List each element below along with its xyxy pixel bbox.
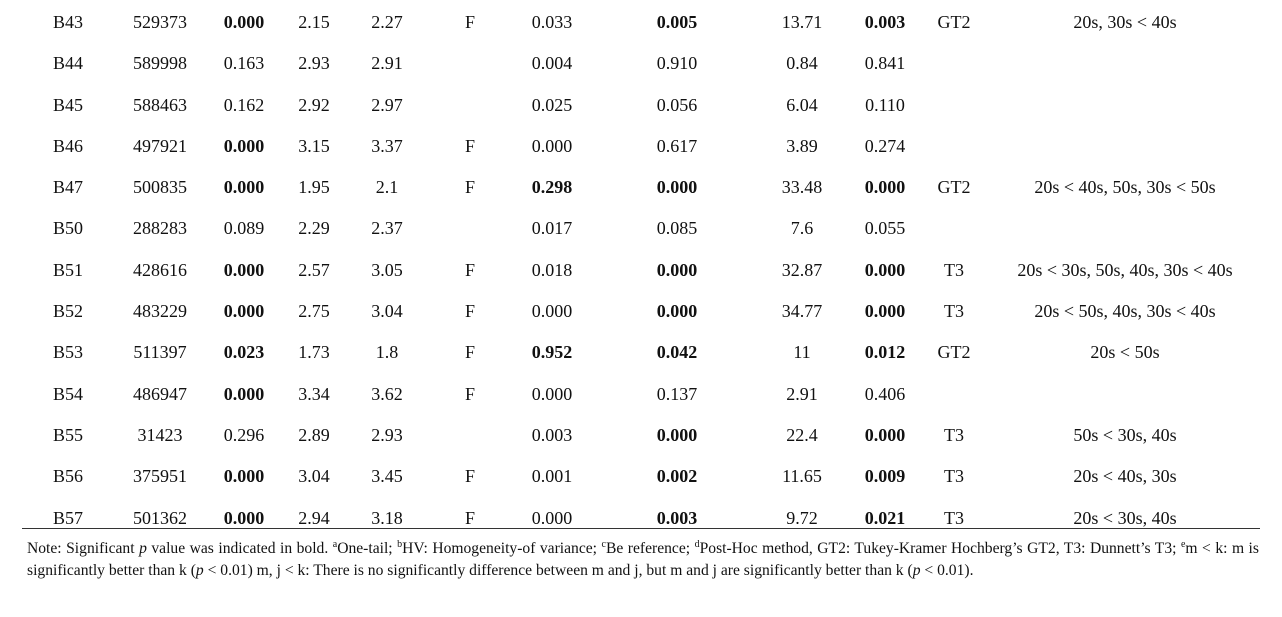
note-text: < 0.01). xyxy=(920,561,974,579)
p-value-cell: 0.296 xyxy=(223,424,265,445)
posthoc-method-cell: T3 xyxy=(944,259,964,280)
f-value-cell: 34.77 xyxy=(781,301,823,322)
item-id-cell: B57 xyxy=(52,507,83,528)
p-value-cell: 0.000 xyxy=(223,301,265,322)
p-value-cell: 0.162 xyxy=(223,94,265,115)
hv-value-cell: 0.018 xyxy=(531,259,573,280)
table-bottom-rule xyxy=(22,528,1260,529)
tail-flag-cell xyxy=(450,83,490,124)
ordering-cell xyxy=(990,124,1260,165)
note-text: HV: Homogeneity-of variance; xyxy=(402,540,602,557)
ordering-cell: 20s < 40s, 50s, 30s < 50s xyxy=(1034,177,1216,198)
hv-value-cell: 0.000 xyxy=(531,383,573,404)
sample-size-cell: 375951 xyxy=(133,466,187,487)
sample-size-cell: 497921 xyxy=(133,135,187,156)
item-id-cell: B47 xyxy=(52,177,83,198)
hv-value-cell: 0.025 xyxy=(531,94,573,115)
tail-flag-cell xyxy=(450,413,490,454)
be-value-cell: 0.617 xyxy=(656,135,698,156)
mean-2-cell: 2.27 xyxy=(371,12,403,32)
table-row xyxy=(22,454,1260,495)
posthoc-method-cell: GT2 xyxy=(937,12,971,32)
item-id-cell: B56 xyxy=(52,466,83,487)
note-p-italic: p xyxy=(195,561,204,579)
posthoc-method-cell xyxy=(922,124,986,165)
p-value-cell: 0.163 xyxy=(223,53,265,74)
f-value-cell: 33.48 xyxy=(781,177,823,198)
p-value-cell: 0.023 xyxy=(223,342,265,363)
table-row xyxy=(22,372,1260,413)
p-f-value-cell: 0.274 xyxy=(864,135,906,156)
posthoc-method-cell xyxy=(922,206,986,247)
note-superscript: b xyxy=(397,538,403,550)
table-row xyxy=(22,83,1260,124)
note-superscript: e xyxy=(1180,538,1186,550)
p-f-value-cell: 0.110 xyxy=(865,94,905,115)
mean-1-cell: 1.95 xyxy=(298,177,330,198)
table-row xyxy=(22,413,1260,454)
f-value-cell: 13.71 xyxy=(781,12,823,32)
posthoc-method-cell xyxy=(922,83,986,124)
item-id-cell: B44 xyxy=(52,53,83,74)
item-id-cell: B46 xyxy=(52,135,83,156)
mean-1-cell: 2.94 xyxy=(298,507,330,528)
posthoc-method-cell: T3 xyxy=(944,424,964,445)
mean-2-cell: 3.62 xyxy=(371,383,403,404)
sample-size-cell: 589998 xyxy=(133,53,187,74)
item-id-cell: B52 xyxy=(52,301,83,322)
results-table xyxy=(22,0,1260,537)
p-f-value-cell: 0.003 xyxy=(864,12,906,32)
sample-size-cell: 483229 xyxy=(133,301,187,322)
item-id-cell: B43 xyxy=(52,12,83,32)
hv-value-cell: 0.000 xyxy=(531,507,573,528)
item-id-cell: B51 xyxy=(52,259,83,280)
mean-2-cell: 1.8 xyxy=(375,342,399,363)
table-row xyxy=(22,0,1260,41)
be-value-cell: 0.056 xyxy=(656,94,698,115)
ordering-cell: 20s < 50s xyxy=(1090,342,1160,363)
table-row xyxy=(22,248,1260,289)
hv-value-cell: 0.017 xyxy=(531,218,573,239)
note-text: Be reference; xyxy=(605,540,695,557)
be-value-cell: 0.000 xyxy=(656,301,698,322)
f-value-cell: 22.4 xyxy=(786,424,818,445)
note-superscript: c xyxy=(601,538,606,550)
hv-value-cell: 0.004 xyxy=(531,53,573,74)
mean-2-cell: 2.97 xyxy=(371,94,403,115)
note-text: value was indicated in bold. xyxy=(146,540,333,557)
posthoc-method-cell: GT2 xyxy=(937,177,971,198)
mean-1-cell: 2.15 xyxy=(298,12,330,32)
mean-2-cell: 3.05 xyxy=(371,259,403,280)
mean-1-cell: 1.73 xyxy=(298,342,330,363)
tail-flag-cell: F xyxy=(464,507,475,528)
ordering-cell: 20s < 50s, 40s, 30s < 40s xyxy=(1034,301,1216,322)
item-id-cell: B45 xyxy=(52,94,83,115)
table-footnote xyxy=(27,538,1259,581)
note-text: One-tail; xyxy=(337,540,398,557)
tail-flag-cell: F xyxy=(464,342,475,363)
hv-value-cell: 0.952 xyxy=(531,342,573,363)
posthoc-method-cell: T3 xyxy=(944,507,964,528)
note-p-italic: p xyxy=(912,561,921,579)
hv-value-cell: 0.000 xyxy=(531,135,573,156)
p-value-cell: 0.000 xyxy=(223,135,265,156)
mean-2-cell: 2.93 xyxy=(371,424,403,445)
item-id-cell: B53 xyxy=(52,342,83,363)
be-value-cell: 0.042 xyxy=(656,342,698,363)
f-value-cell: 32.87 xyxy=(781,259,823,280)
mean-1-cell: 3.04 xyxy=(298,466,330,487)
p-value-cell: 0.000 xyxy=(223,383,265,404)
tail-flag-cell: F xyxy=(464,383,475,404)
mean-2-cell: 2.91 xyxy=(371,53,403,74)
be-value-cell: 0.002 xyxy=(656,466,698,487)
hv-value-cell: 0.298 xyxy=(531,177,573,198)
mean-2-cell: 3.45 xyxy=(371,466,403,487)
sample-size-cell: 511397 xyxy=(133,342,187,363)
ordering-cell: 20s < 30s, 40s xyxy=(1073,507,1177,528)
note-superscript: d xyxy=(694,538,700,550)
p-f-value-cell: 0.000 xyxy=(864,259,906,280)
sample-size-cell: 529373 xyxy=(133,12,187,32)
table-row xyxy=(22,289,1260,330)
table-row xyxy=(22,206,1260,247)
tail-flag-cell: F xyxy=(464,301,475,322)
posthoc-method-cell xyxy=(922,372,986,413)
note-text: Note: Significant xyxy=(27,540,140,557)
f-value-cell: 0.84 xyxy=(786,53,818,74)
mean-2-cell: 2.37 xyxy=(371,218,403,239)
mean-1-cell: 2.75 xyxy=(298,301,330,322)
sample-size-cell: 31423 xyxy=(137,424,183,445)
table-row xyxy=(22,496,1260,537)
note-text: Post-Hoc method, GT2: Tukey-Kramer Hochberg’s GT2, T3: Dunnett’s T3; xyxy=(699,540,1181,557)
posthoc-method-cell: T3 xyxy=(944,466,964,487)
f-value-cell: 9.72 xyxy=(786,507,818,528)
sample-size-cell: 486947 xyxy=(133,383,187,404)
mean-2-cell: 3.37 xyxy=(371,135,403,156)
p-f-value-cell: 0.000 xyxy=(864,177,906,198)
tail-flag-cell: F xyxy=(464,12,475,32)
mean-1-cell: 2.92 xyxy=(298,94,330,115)
mean-1-cell: 3.34 xyxy=(298,383,330,404)
hv-value-cell: 0.001 xyxy=(531,466,573,487)
table-row xyxy=(22,165,1260,206)
mean-1-cell: 2.89 xyxy=(298,424,330,445)
be-value-cell: 0.137 xyxy=(656,383,698,404)
p-value-cell: 0.000 xyxy=(223,177,265,198)
note-superscript: a xyxy=(332,538,338,550)
p-f-value-cell: 0.009 xyxy=(864,466,906,487)
mean-2-cell: 2.1 xyxy=(375,177,399,198)
p-f-value-cell: 0.000 xyxy=(864,424,906,445)
item-id-cell: B55 xyxy=(52,424,83,445)
be-value-cell: 0.000 xyxy=(656,177,698,198)
table-row xyxy=(22,330,1260,371)
sample-size-cell: 288283 xyxy=(133,218,187,239)
hv-value-cell: 0.000 xyxy=(531,301,573,322)
ordering-cell: 50s < 30s, 40s xyxy=(1073,424,1177,445)
p-value-cell: 0.000 xyxy=(223,466,265,487)
tail-flag-cell xyxy=(450,41,490,82)
be-value-cell: 0.000 xyxy=(656,424,698,445)
p-f-value-cell: 0.841 xyxy=(864,53,906,74)
p-f-value-cell: 0.055 xyxy=(864,218,906,239)
hv-value-cell: 0.003 xyxy=(531,424,573,445)
p-f-value-cell: 0.012 xyxy=(864,342,906,363)
sample-size-cell: 428616 xyxy=(133,259,187,280)
ordering-cell xyxy=(990,83,1260,124)
p-value-cell: 0.000 xyxy=(223,259,265,280)
ordering-cell: 20s, 30s < 40s xyxy=(1073,12,1177,32)
p-value-cell: 0.000 xyxy=(223,507,265,528)
sample-size-cell: 501362 xyxy=(133,507,187,528)
f-value-cell: 3.89 xyxy=(786,135,818,156)
be-value-cell: 0.003 xyxy=(656,507,698,528)
mean-1-cell: 3.15 xyxy=(298,135,330,156)
ordering-cell: 20s < 40s, 30s xyxy=(1073,466,1177,487)
tail-flag-cell: F xyxy=(464,466,475,487)
f-value-cell: 6.04 xyxy=(786,94,818,115)
posthoc-method-cell xyxy=(922,41,986,82)
p-value-cell: 0.000 xyxy=(223,12,265,32)
hv-value-cell: 0.033 xyxy=(531,12,573,32)
tail-flag-cell: F xyxy=(464,177,475,198)
note-text: < 0.01) m, j < k: There is no significantly difference between m and j, but m and j are significantly better than k ( xyxy=(203,561,913,579)
mean-2-cell: 3.04 xyxy=(371,301,403,322)
be-value-cell: 0.005 xyxy=(656,12,698,32)
f-value-cell: 7.6 xyxy=(790,218,814,239)
be-value-cell: 0.000 xyxy=(656,259,698,280)
p-f-value-cell: 0.000 xyxy=(864,301,906,322)
f-value-cell: 11 xyxy=(793,342,811,363)
posthoc-method-cell: GT2 xyxy=(937,342,971,363)
note-p-italic: p xyxy=(139,540,147,557)
mean-1-cell: 2.57 xyxy=(298,259,330,280)
sample-size-cell: 500835 xyxy=(133,177,187,198)
ordering-cell: 20s < 30s, 50s, 40s, 30s < 40s xyxy=(1017,259,1233,280)
mean-2-cell: 3.18 xyxy=(371,507,403,528)
sample-size-cell: 588463 xyxy=(133,94,187,115)
be-value-cell: 0.910 xyxy=(656,53,698,74)
table-row xyxy=(22,124,1260,165)
ordering-cell xyxy=(990,41,1260,82)
be-value-cell: 0.085 xyxy=(656,218,698,239)
note-text: m < k: m is significantly better than k ( xyxy=(27,540,1259,579)
ordering-cell xyxy=(990,372,1260,413)
tail-flag-cell: F xyxy=(464,135,475,156)
p-f-value-cell: 0.406 xyxy=(864,383,906,404)
ordering-cell xyxy=(990,206,1260,247)
mean-1-cell: 2.93 xyxy=(298,53,330,74)
mean-1-cell: 2.29 xyxy=(298,218,330,239)
posthoc-method-cell: T3 xyxy=(944,301,964,322)
item-id-cell: B54 xyxy=(52,383,83,404)
tail-flag-cell: F xyxy=(464,259,475,280)
item-id-cell: B50 xyxy=(52,218,83,239)
tail-flag-cell xyxy=(450,206,490,247)
f-value-cell: 11.65 xyxy=(782,466,822,487)
table-row xyxy=(22,41,1260,82)
p-value-cell: 0.089 xyxy=(223,218,265,239)
p-f-value-cell: 0.021 xyxy=(864,507,906,528)
f-value-cell: 2.91 xyxy=(786,383,818,404)
